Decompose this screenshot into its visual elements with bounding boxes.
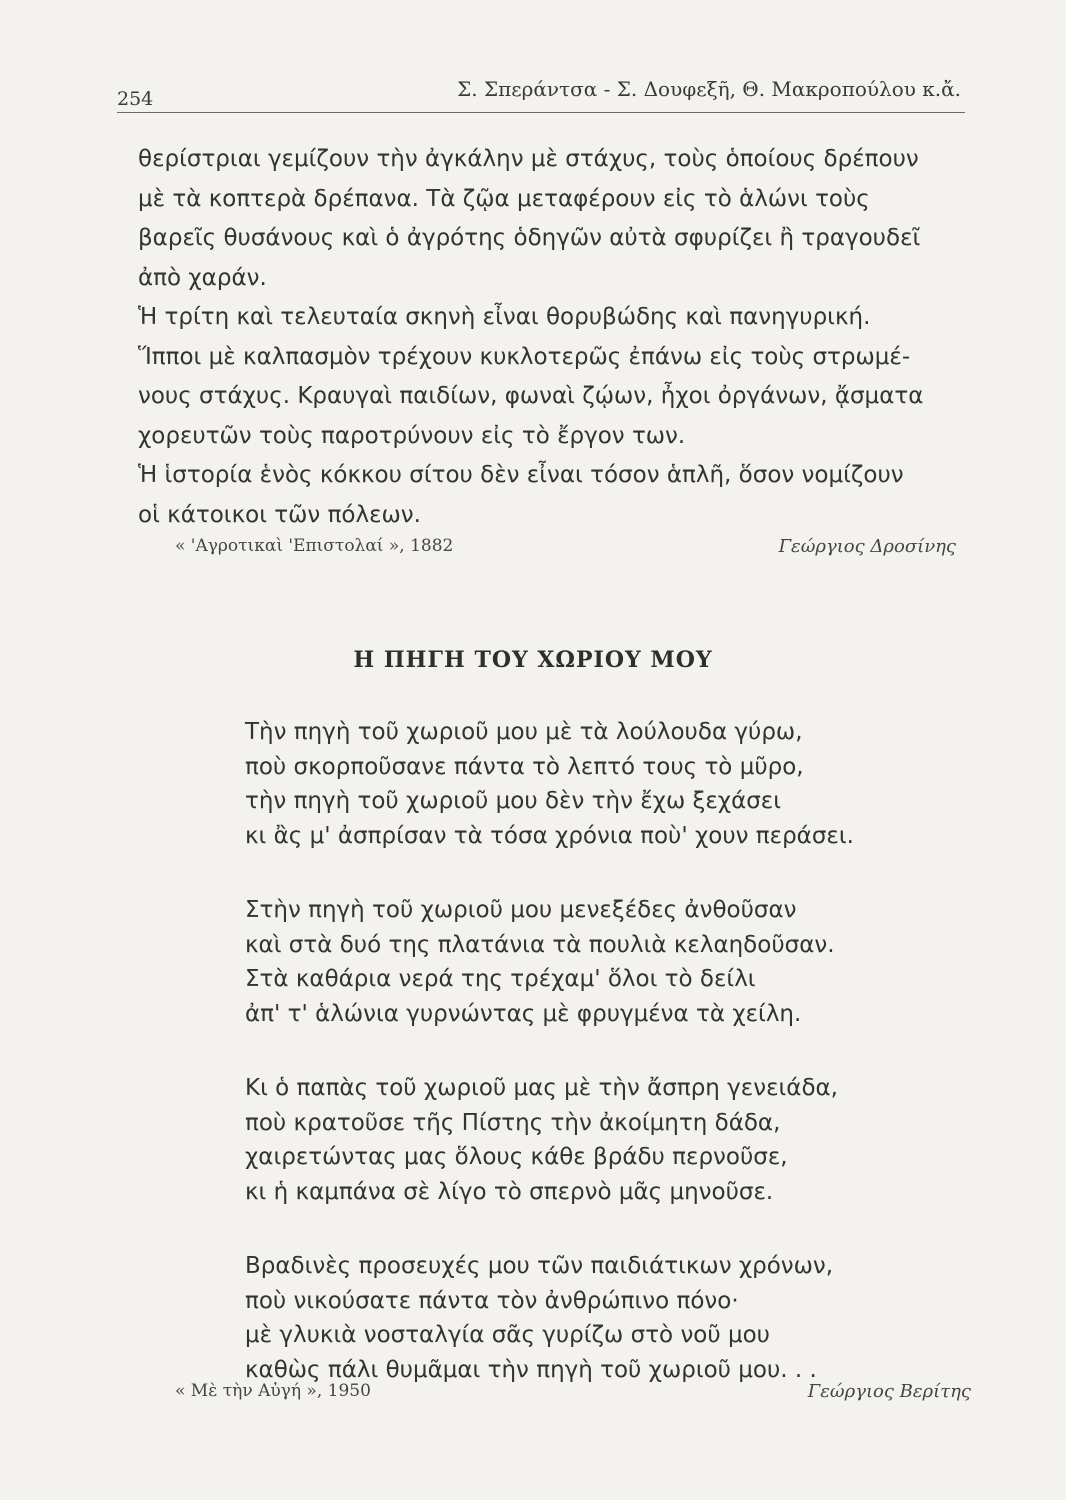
prose-line: ἀπὸ χαράν.	[138, 264, 267, 291]
verse-line: Βραδινὲς προσευχές μου τῶν παιδιάτικων χρόνων,	[245, 1253, 834, 1279]
page-header	[117, 72, 965, 113]
prose-citation: « 'Αγροτικαὶ 'Επιστολαί », 1882	[175, 536, 454, 556]
stanza	[245, 1071, 985, 1209]
stanza	[245, 1249, 985, 1387]
page-number: 254	[117, 88, 154, 110]
prose-author: Γεώργιος Δροσίνης	[778, 536, 956, 557]
prose-passage	[138, 140, 968, 535]
poem-citation: « Μὲ τὴν Αὐγή », 1950	[175, 1381, 371, 1401]
prose-source	[0, 536, 1066, 566]
prose-line: νους στάχυς. Κραυγαὶ παιδίων, φωναὶ ζῴων, ἦχοι ὀργάνων, ᾄσματα	[138, 383, 924, 409]
verse-line: ποὺ σκορποῦσανε πάντα τὸ λεπτό τους τὸ μῦρο,	[245, 753, 804, 780]
verse-line: κι ἂς μ' ἀσπρίσαν τὰ τόσα χρόνια ποὺ' χουν περάσει.	[245, 822, 854, 849]
stanza	[245, 893, 985, 1031]
prose-line: χορευτῶν τοὺς παροτρύνουν εἰς τὸ ἔργον των.	[138, 422, 686, 449]
prose-line: Ἡ ἱστορία ἑνὸς κόκκου σίτου δὲν εἶναι τόσον ἁπλῆ, ὅσον νομίζουν	[138, 462, 904, 488]
verse-line: ποὺ κρατοῦσε τῆς Πίστης τὴν ἀκοίμητη δάδα,	[245, 1109, 781, 1136]
poem-title: Η ΠΗΓΗ ΤΟΥ ΧΩΡΙΟΥ ΜΟΥ	[353, 647, 713, 673]
verse-line: τὴν πηγὴ τοῦ χωριοῦ μου δὲν τὴν ἔχω ξεχάσει	[245, 788, 782, 814]
verse-line: Στὰ καθάρια νερά της τρέχαμ' ὅλοι τὸ δείλι	[245, 966, 756, 992]
stanza	[245, 715, 985, 853]
prose-line: οἱ κάτοικοι τῶν πόλεων.	[138, 501, 421, 528]
poem-author: Γεώργιος Βερίτης	[807, 1381, 971, 1402]
verse-line: καθὼς πάλι θυμᾶμαι τὴν πηγὴ τοῦ χωριοῦ μου. . .	[245, 1356, 817, 1383]
prose-line: Ἡ τρίτη καὶ τελευταία σκηνὴ εἶναι θορυβώδης καὶ πανηγυρική.	[138, 304, 871, 330]
poem-source	[0, 1381, 1066, 1411]
verse-line: χαιρετώντας μας ὅλους κάθε βράδυ περνοῦσε,	[245, 1144, 788, 1170]
running-head: Σ. Σπεράντσα - Σ. Δουφεξῆ, Θ. Μακροπούλου κ.ἄ.	[457, 77, 961, 101]
verse-line: καὶ στὰ δυό της πλατάνια τὰ πουλιὰ κελαηδοῦσαν.	[245, 931, 835, 958]
verse-line: Κι ὁ παπὰς τοῦ χωριοῦ μας μὲ τὴν ἄσπρη γενειάδα,	[245, 1075, 838, 1101]
verse-line: κι ἡ καμπάνα σὲ λίγο τὸ σπερνὸ μᾶς μηνοῦσε.	[245, 1178, 774, 1205]
poem	[245, 715, 985, 1427]
verse-line: ἀπ' τ' ἁλώνια γυρνώντας μὲ φρυγμένα τὰ χείλη.	[245, 1000, 802, 1027]
prose-line: Ἵπποι μὲ καλπασμὸν τρέχουν κυκλοτερῶς ἐπάνω εἰς τοὺς στρωμέ-	[138, 343, 911, 370]
verse-line: Στὴν πηγὴ τοῦ χωριοῦ μου μενεξέδες ἀνθοῦσαν	[245, 897, 797, 923]
verse-line: Τὴν πηγὴ τοῦ χωριοῦ μου μὲ τὰ λούλουδα γύρω,	[245, 719, 803, 745]
prose-line: μὲ τὰ κοπτερὰ δρέπανα. Τὰ ζῷα μεταφέρουν εἰς τὸ ἁλώνι τοὺς	[138, 185, 870, 212]
prose-line: βαρεῖς θυσάνους καὶ ὁ ἀγρότης ὁδηγῶν αὐτὰ σφυρίζει ἢ τραγουδεῖ	[138, 225, 921, 251]
verse-line: ποὺ νικούσατε πάντα τὸν ἀνθρώπινο πόνο·	[245, 1287, 739, 1314]
verse-line: μὲ γλυκιὰ νοσταλγία σᾶς γυρίζω στὸ νοῦ μου	[245, 1322, 770, 1348]
prose-line: θερίστριαι γεμίζουν τὴν ἀγκάλην μὲ στάχυς, τοὺς ὁποίους δρέπουν	[138, 146, 919, 172]
